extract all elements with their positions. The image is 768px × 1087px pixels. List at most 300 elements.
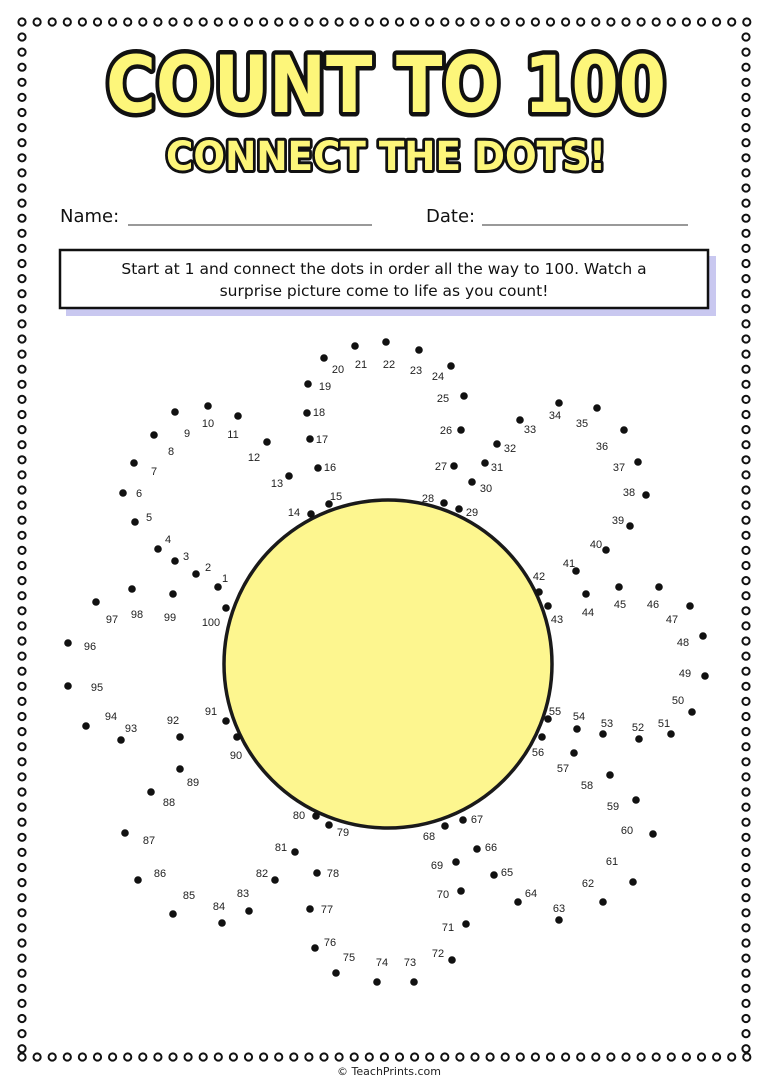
border-dot [742, 653, 749, 660]
border-dot [742, 819, 749, 826]
dot-label-13: 13 [270, 478, 284, 490]
dot-12[interactable] [263, 438, 271, 446]
dot-97[interactable] [92, 598, 100, 606]
border-dot [18, 547, 25, 554]
border-dot [230, 1053, 237, 1060]
dot-label-2: 2 [204, 562, 212, 574]
dot-label-26: 26 [439, 425, 453, 437]
border-dot [742, 668, 749, 675]
border-dot [562, 1053, 569, 1060]
dot-99[interactable] [169, 590, 177, 598]
border-dot [34, 1053, 41, 1060]
dot-1[interactable] [214, 583, 222, 591]
border-dot [742, 713, 749, 720]
dot-78[interactable] [313, 869, 321, 877]
dot-label-72: 72 [431, 948, 445, 960]
border-dot [742, 970, 749, 977]
dot-17[interactable] [306, 435, 314, 443]
border-dot [607, 1053, 614, 1060]
border-dot [109, 18, 116, 25]
border-dot [18, 834, 25, 841]
dot-73[interactable] [410, 978, 418, 986]
dot-88[interactable] [147, 788, 155, 796]
dot-53[interactable] [599, 730, 607, 738]
dot-11[interactable] [234, 412, 242, 420]
dot-70[interactable] [457, 887, 465, 895]
dot-57[interactable] [570, 749, 578, 757]
border-dot [743, 1053, 750, 1060]
dot-label-84: 84 [212, 901, 226, 913]
border-dot [742, 743, 749, 750]
dot-16[interactable] [314, 464, 322, 472]
border-dot [18, 1053, 25, 1060]
dot-69[interactable] [452, 858, 460, 866]
dot-35[interactable] [593, 404, 601, 412]
border-dot [18, 743, 25, 750]
dot-label-5: 5 [145, 512, 153, 524]
dot-95[interactable] [64, 682, 72, 690]
border-dot [742, 788, 749, 795]
dot-label-39: 39 [611, 515, 625, 527]
border-dot [742, 773, 749, 780]
dot-83[interactable] [245, 907, 253, 915]
dot-64[interactable] [514, 898, 522, 906]
dot-label-1: 1 [221, 573, 229, 585]
dot-18[interactable] [303, 409, 311, 417]
dot-89[interactable] [176, 765, 184, 773]
dot-93[interactable] [117, 736, 125, 744]
border-dot [742, 894, 749, 901]
border-dot [154, 18, 161, 25]
dot-label-68: 68 [422, 831, 436, 843]
dot-label-60: 60 [620, 825, 634, 837]
dot-49[interactable] [701, 672, 709, 680]
dot-3[interactable] [171, 557, 179, 565]
dot-39[interactable] [626, 522, 634, 530]
dot-label-49: 49 [678, 668, 692, 680]
border-dot [742, 230, 749, 237]
border-dot [742, 381, 749, 388]
border-dot [18, 713, 25, 720]
border-dot [18, 532, 25, 539]
border-dot [742, 683, 749, 690]
dot-86[interactable] [134, 876, 142, 884]
dot-34[interactable] [555, 399, 563, 407]
dot-45[interactable] [615, 583, 623, 591]
dot-label-45: 45 [613, 599, 627, 611]
border-dot [18, 562, 25, 569]
border-dot [742, 698, 749, 705]
dot-96[interactable] [64, 639, 72, 647]
dot-80[interactable] [312, 812, 320, 820]
dot-48[interactable] [699, 632, 707, 640]
dot-60[interactable] [649, 830, 657, 838]
dot-42[interactable] [535, 588, 543, 596]
dot-58[interactable] [606, 771, 614, 779]
border-dot [49, 1053, 56, 1060]
border-dot [18, 471, 25, 478]
dot-label-10: 10 [201, 418, 215, 430]
dot-label-23: 23 [409, 365, 423, 377]
dot-54[interactable] [573, 725, 581, 733]
dot-76[interactable] [311, 944, 319, 952]
border-dot [94, 1053, 101, 1060]
border-dot [18, 939, 25, 946]
border-dot [64, 18, 71, 25]
dot-27[interactable] [450, 462, 458, 470]
dot-24[interactable] [447, 362, 455, 370]
border-dot [18, 849, 25, 856]
border-dot [487, 18, 494, 25]
dot-13[interactable] [285, 472, 293, 480]
border-dot [18, 305, 25, 312]
sun-circle [221, 500, 552, 828]
dot-84[interactable] [218, 919, 226, 927]
border-dot [18, 456, 25, 463]
border-dot [396, 18, 403, 25]
border-dot [698, 18, 705, 25]
dot-44[interactable] [582, 590, 590, 598]
border-dot [653, 18, 660, 25]
worksheet-title: COUNT TO 100 [106, 41, 666, 131]
border-dot [742, 804, 749, 811]
border-dot [577, 1053, 584, 1060]
border-dot [592, 1053, 599, 1060]
border-dot [18, 773, 25, 780]
border-dot [742, 985, 749, 992]
border-dot [18, 124, 25, 131]
dot-label-88: 88 [162, 797, 176, 809]
dot-98[interactable] [128, 585, 136, 593]
instructions-line-1: Start at 1 and connect the dots in order all the way to 100. Watch a [121, 260, 647, 278]
dot-label-99: 99 [163, 612, 177, 624]
border-dot [742, 260, 749, 267]
dot-9[interactable] [171, 408, 179, 416]
dot-label-41: 41 [562, 558, 576, 570]
border-dot [622, 18, 629, 25]
border-dot [200, 1053, 207, 1060]
border-dot [18, 924, 25, 931]
border-dot [18, 879, 25, 886]
dot-82[interactable] [271, 876, 279, 884]
dot-92[interactable] [176, 733, 184, 741]
border-dot [683, 1053, 690, 1060]
border-dot [456, 18, 463, 25]
dot-31[interactable] [481, 459, 489, 467]
dot-28[interactable] [440, 499, 448, 507]
dot-label-12: 12 [247, 452, 261, 464]
name-label: Name: [60, 206, 120, 227]
dot-79[interactable] [325, 821, 333, 829]
dot-26[interactable] [457, 426, 465, 434]
border-dot [742, 502, 749, 509]
dot-10[interactable] [204, 402, 212, 410]
border-dot [698, 1053, 705, 1060]
dot-7[interactable] [130, 459, 138, 467]
border-dot [742, 637, 749, 644]
dot-label-50: 50 [671, 695, 685, 707]
dot-14[interactable] [307, 510, 315, 518]
dot-65[interactable] [490, 871, 498, 879]
dot-90[interactable] [233, 733, 241, 741]
dot-59[interactable] [632, 796, 640, 804]
dot-label-16: 16 [323, 462, 337, 474]
dot-52[interactable] [635, 735, 643, 743]
dot-label-7: 7 [150, 466, 158, 478]
dot-label-86: 86 [153, 868, 167, 880]
border-dot [742, 864, 749, 871]
dot-label-17: 17 [315, 434, 329, 446]
border-dot [668, 18, 675, 25]
dot-label-81: 81 [274, 842, 288, 854]
dot-71[interactable] [462, 920, 470, 928]
border-dot [728, 1053, 735, 1060]
border-dot [18, 668, 25, 675]
border-dot [742, 1000, 749, 1007]
dot-label-21: 21 [354, 359, 368, 371]
dot-91[interactable] [222, 717, 230, 725]
dot-47[interactable] [686, 602, 694, 610]
dot-6[interactable] [119, 489, 127, 497]
dot-61[interactable] [629, 878, 637, 886]
border-dot [742, 879, 749, 886]
dot-label-38: 38 [622, 487, 636, 499]
border-dot [305, 18, 312, 25]
border-dot [18, 230, 25, 237]
border-dot [502, 18, 509, 25]
dot-38[interactable] [642, 491, 650, 499]
border-dot [18, 486, 25, 493]
border-dot [275, 1053, 282, 1060]
dot-72[interactable] [448, 956, 456, 964]
border-dot [742, 607, 749, 614]
dot-label-66: 66 [484, 842, 498, 854]
dot-label-24: 24 [431, 371, 445, 383]
border-dot [275, 18, 282, 25]
border-dot [742, 139, 749, 146]
dot-label-44: 44 [581, 607, 595, 619]
border-dot [18, 894, 25, 901]
border-dot [742, 124, 749, 131]
border-dot [18, 426, 25, 433]
dot-label-54: 54 [572, 711, 586, 723]
dot-4[interactable] [154, 545, 162, 553]
dot-label-77: 77 [320, 904, 334, 916]
border-dot [18, 592, 25, 599]
dot-2[interactable] [192, 570, 200, 578]
dot-label-63: 63 [552, 903, 566, 915]
dot-label-59: 59 [606, 801, 620, 813]
dot-label-27: 27 [434, 461, 448, 473]
dot-label-93: 93 [124, 723, 138, 735]
dot-74[interactable] [373, 978, 381, 986]
border-dot [742, 109, 749, 116]
dot-label-36: 36 [595, 441, 609, 453]
border-dot [742, 305, 749, 312]
border-dot [18, 1045, 25, 1052]
dot-67[interactable] [459, 816, 467, 824]
border-dot [18, 366, 25, 373]
border-dot [18, 200, 25, 207]
border-dot [742, 758, 749, 765]
border-dot [18, 985, 25, 992]
border-dot [34, 18, 41, 25]
border-dot [18, 215, 25, 222]
dot-51[interactable] [667, 730, 675, 738]
border-dot [18, 637, 25, 644]
worksheet-subtitle: CONNECT THE DOTS! [166, 134, 606, 180]
dot-56[interactable] [538, 733, 546, 741]
dot-23[interactable] [415, 346, 423, 354]
dot-label-20: 20 [331, 364, 345, 376]
border-dot [245, 18, 252, 25]
border-dot [336, 1053, 343, 1060]
border-dot [18, 1015, 25, 1022]
border-dot [18, 970, 25, 977]
dot-75[interactable] [332, 969, 340, 977]
dot-29[interactable] [455, 505, 463, 513]
border-dot [742, 396, 749, 403]
dot-25[interactable] [460, 392, 468, 400]
border-dot [18, 184, 25, 191]
border-dot [18, 577, 25, 584]
dot-label-19: 19 [318, 381, 332, 393]
dot-68[interactable] [441, 822, 449, 830]
border-dot [18, 154, 25, 161]
border-dot [532, 18, 539, 25]
dot-label-67: 67 [470, 814, 484, 826]
dot-46[interactable] [655, 583, 663, 591]
dot-66[interactable] [473, 845, 481, 853]
border-dot [79, 1053, 86, 1060]
border-dot [742, 245, 749, 252]
dot-label-96: 96 [83, 641, 97, 653]
dot-37[interactable] [634, 458, 642, 466]
dot-21[interactable] [351, 342, 359, 350]
dot-100[interactable] [222, 604, 230, 612]
border-dot [638, 1053, 645, 1060]
border-dot [622, 1053, 629, 1060]
dot-label-52: 52 [631, 722, 645, 734]
border-dot [18, 109, 25, 116]
dot-label-57: 57 [556, 763, 570, 775]
dot-label-94: 94 [104, 711, 118, 723]
border-dot [18, 275, 25, 282]
border-dot [215, 1053, 222, 1060]
border-dot [18, 381, 25, 388]
dot-label-74: 74 [375, 957, 389, 969]
dot-label-37: 37 [612, 462, 626, 474]
dot-label-80: 80 [292, 810, 306, 822]
dot-43[interactable] [544, 602, 552, 610]
border-dot [742, 547, 749, 554]
border-dot [18, 351, 25, 358]
border-dot [169, 1053, 176, 1060]
border-dot [742, 1030, 749, 1037]
dot-87[interactable] [121, 829, 129, 837]
dot-63[interactable] [555, 916, 563, 924]
dot-50[interactable] [688, 708, 696, 716]
dot-label-35: 35 [575, 418, 589, 430]
dot-30[interactable] [468, 478, 476, 486]
border-dot [742, 471, 749, 478]
border-dot [18, 698, 25, 705]
dot-22[interactable] [382, 338, 390, 346]
border-dot [336, 18, 343, 25]
border-dot [260, 18, 267, 25]
dot-5[interactable] [131, 518, 139, 526]
border-dot [245, 1053, 252, 1060]
border-dot [18, 139, 25, 146]
border-dot [742, 215, 749, 222]
border-dot [471, 1053, 478, 1060]
border-dot [742, 1045, 749, 1052]
border-dot [638, 18, 645, 25]
dot-label-98: 98 [130, 609, 144, 621]
border-dot [320, 1053, 327, 1060]
border-dot [18, 245, 25, 252]
dot-81[interactable] [291, 848, 299, 856]
border-dot [18, 864, 25, 871]
border-dot [742, 939, 749, 946]
border-dot [547, 1053, 554, 1060]
border-dot [18, 955, 25, 962]
border-dot [713, 1053, 720, 1060]
border-dot [18, 909, 25, 916]
dot-33[interactable] [516, 416, 524, 424]
border-dot [742, 49, 749, 56]
dot-label-28: 28 [421, 493, 435, 505]
border-dot [742, 577, 749, 584]
dot-36[interactable] [620, 426, 628, 434]
border-dot [139, 1053, 146, 1060]
border-dot [743, 18, 750, 25]
border-dot [742, 79, 749, 86]
dot-94[interactable] [82, 722, 90, 730]
dot-77[interactable] [306, 905, 314, 913]
border-dot [290, 1053, 297, 1060]
border-dot [18, 33, 25, 40]
dot-label-90: 90 [229, 750, 243, 762]
dot-85[interactable] [169, 910, 177, 918]
dot-label-40: 40 [589, 539, 603, 551]
dot-40[interactable] [602, 546, 610, 554]
dot-label-51: 51 [657, 718, 671, 730]
border-dot [742, 517, 749, 524]
border-dot [742, 275, 749, 282]
dot-8[interactable] [150, 431, 158, 439]
border-dot [742, 335, 749, 342]
dot-20[interactable] [320, 354, 328, 362]
dot-label-48: 48 [676, 637, 690, 649]
border-dot [18, 683, 25, 690]
border-dot [290, 18, 297, 25]
dot-label-89: 89 [186, 777, 200, 789]
border-dot [728, 18, 735, 25]
border-dot [742, 441, 749, 448]
dot-label-95: 95 [90, 682, 104, 694]
dot-label-58: 58 [580, 780, 594, 792]
border-dot [592, 18, 599, 25]
dot-label-79: 79 [336, 827, 350, 839]
dot-32[interactable] [493, 440, 501, 448]
dot-62[interactable] [599, 898, 607, 906]
border-dot [742, 728, 749, 735]
border-dot [185, 18, 192, 25]
border-dot [742, 351, 749, 358]
border-dot [742, 154, 749, 161]
dot-19[interactable] [304, 380, 312, 388]
